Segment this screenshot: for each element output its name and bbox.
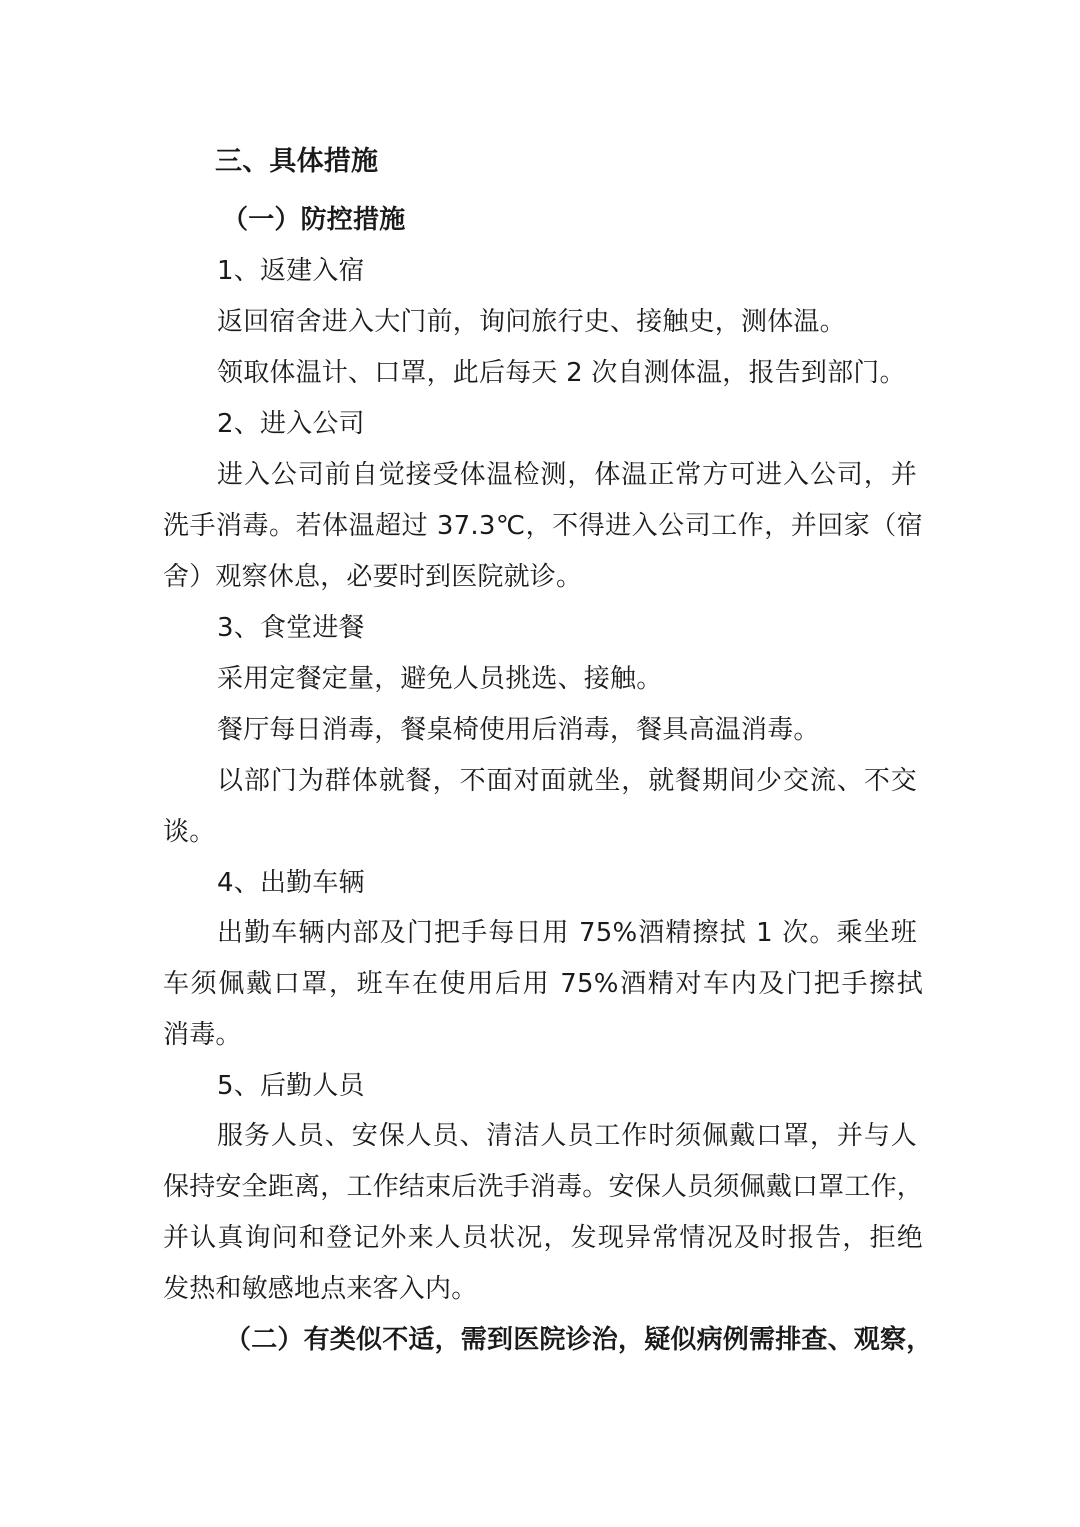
item-title-company: 2、进入公司 — [217, 409, 365, 439]
paragraph-vehicles-line2: 车须佩戴口罩，班车在使用后用 75%酒精对车内及门把手擦拭 — [163, 969, 923, 999]
paragraph-company-line3: 舍）观察休息，必要时到医院就诊。 — [163, 562, 583, 592]
subsection-heading-prevention: （一）防控措施 — [222, 205, 406, 235]
item-title-dormitory: 1、返建入宿 — [217, 256, 365, 286]
paragraph-vehicles-line1: 出勤车辆内部及门把手每日用 75%酒精擦拭 1 次。乘坐班 — [217, 918, 917, 948]
paragraph-vehicles-line3: 消毒。 — [163, 1020, 242, 1050]
paragraph-company-line2: 洗手消毒。若体温超过 37.3℃，不得进入公司工作，并回家（宿 — [163, 511, 923, 541]
paragraph-canteen-disinfection: 餐厅每日消毒，餐桌椅使用后消毒，餐具高温消毒。 — [217, 715, 820, 745]
paragraph-company-line1: 进入公司前自觉接受体温检测，体温正常方可进入公司，并 — [217, 460, 917, 490]
paragraph-canteen-group-line1: 以部门为群体就餐，不面对面就坐，就餐期间少交流、不交 — [217, 766, 917, 796]
paragraph-canteen-meals: 采用定餐定量，避免人员挑选、接触。 — [217, 664, 663, 694]
paragraph-logistics-line3: 并认真询问和登记外来人员状况，发现异常情况及时报告，拒绝 — [163, 1223, 923, 1253]
item-title-logistics: 5、后勤人员 — [217, 1071, 365, 1101]
paragraph-dormitory-entry: 返回宿舍进入大门前，询问旅行史、接触史，测体温。 — [217, 307, 846, 337]
paragraph-logistics-line2: 保持安全距离，工作结束后洗手消毒。安保人员须佩戴口罩工作， — [163, 1172, 923, 1202]
item-title-canteen: 3、食堂进餐 — [217, 613, 365, 643]
section-heading: 三、具体措施 — [215, 146, 379, 177]
paragraph-canteen-group-line2: 谈。 — [163, 817, 216, 847]
paragraph-logistics-line4: 发热和敏感地点来客入内。 — [163, 1274, 478, 1304]
paragraph-logistics-line1: 服务人员、安保人员、清洁人员工作时须佩戴口罩，并与人 — [217, 1121, 917, 1151]
subsection-heading-symptoms: （二）有类似不适，需到医院诊治，疑似病例需排查、观察， — [225, 1325, 933, 1355]
item-title-vehicles: 4、出勤车辆 — [217, 868, 365, 898]
paragraph-thermometer: 领取体温计、口罩，此后每天 2 次自测体温，报告到部门。 — [217, 358, 906, 388]
